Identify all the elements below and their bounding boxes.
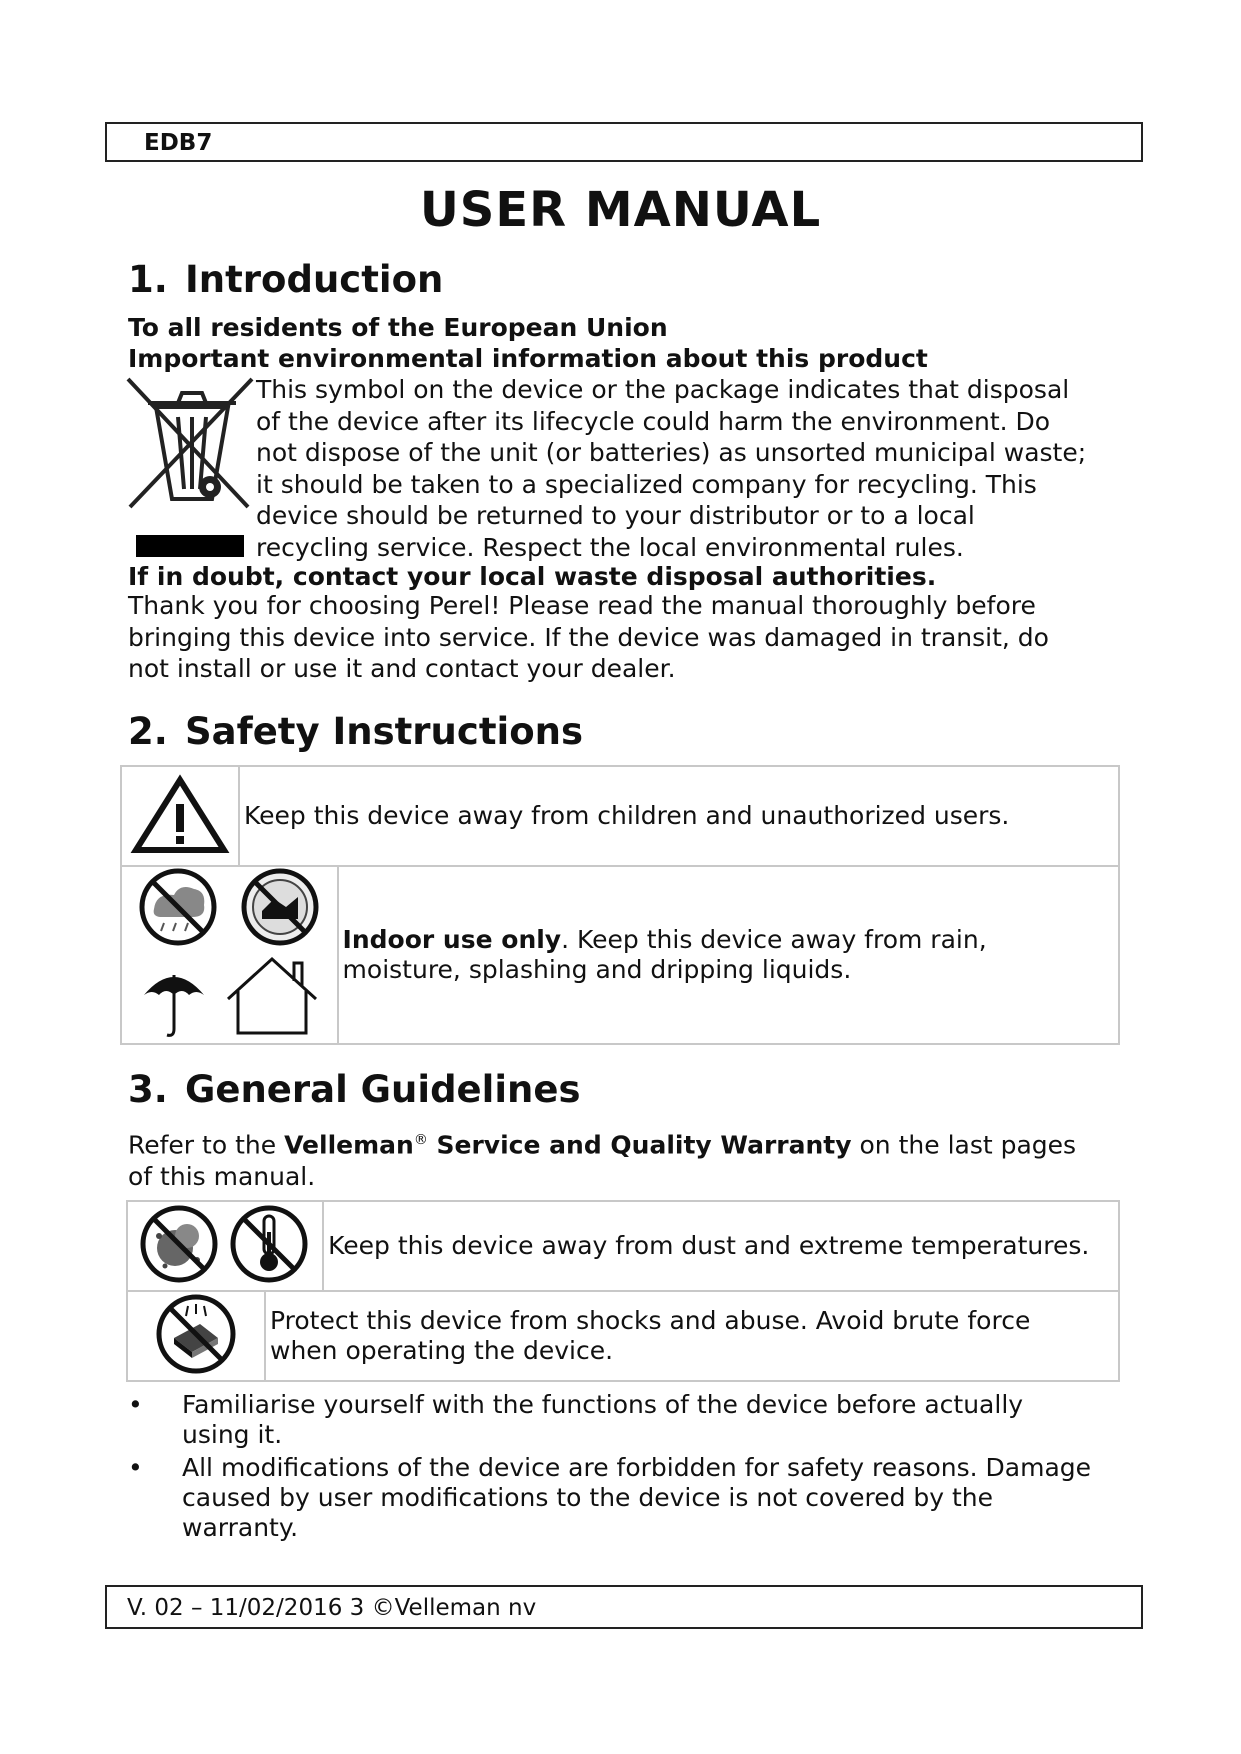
shock-icon-cell — [127, 1291, 265, 1381]
list-item — [128, 1390, 1128, 1450]
indoor-use-cell — [338, 866, 1119, 1044]
no-rain-icon — [142, 871, 214, 943]
warranty-reference — [128, 1125, 1138, 1192]
weee-line: not dispose of the unit (or batteries) as unsorted municipal waste; — [256, 438, 1087, 467]
umbrella-icon — [144, 975, 204, 1035]
house-icon — [228, 959, 316, 1033]
weee-paragraph — [256, 374, 1136, 563]
indoor-use-line2: moisture, splashing and dripping liquids. — [342, 955, 852, 984]
indoor-use-rest: . Keep this device away from rain, — [561, 925, 987, 954]
crossed-bin-icon — [126, 377, 258, 557]
weee-line: of the device after its lifecycle could harm the environment. Do — [256, 406, 1051, 436]
weee-line: it should be taken to a specialized company for recycling. This — [256, 469, 1037, 499]
list-item-line: Familiarise yourself with the functions of the device before actually — [182, 1390, 1024, 1419]
no-temperature-icon — [233, 1208, 305, 1280]
shock-line: when operating the device. — [270, 1336, 614, 1365]
bullet-icon: • — [128, 1390, 143, 1419]
header-box — [105, 122, 1143, 162]
refer-brand: Velleman — [284, 1130, 414, 1160]
registered-mark: ® — [413, 1132, 428, 1148]
shock-line: Protect this device from shocks and abuse. Avoid brute force — [270, 1306, 1031, 1335]
thanks-line: not install or use it and contact your dealer. — [128, 654, 676, 683]
doubt-line: If in doubt, contact your local waste disposal authorities. — [128, 562, 937, 591]
section-title: Safety Instructions — [185, 710, 583, 753]
warning-icon-cell — [121, 766, 239, 866]
no-water-icon — [244, 871, 316, 943]
environment-info-line: Important environmental information about this product — [128, 344, 928, 373]
list-item-line: All modifications of the device are forbidden for safety reasons. Damage — [182, 1453, 1092, 1482]
dust-temp-icons-cell — [127, 1201, 323, 1291]
children-warning-text: Keep this device away from children and unauthorized users. — [244, 801, 1010, 830]
indoor-use-text — [339, 925, 1118, 985]
section-number: 3. — [128, 1068, 168, 1111]
section-heading-introduction — [128, 258, 443, 301]
indoor-use-bold: Indoor use only — [342, 925, 562, 954]
page-title: USER MANUAL — [419, 182, 822, 238]
section-heading-safety — [128, 710, 583, 753]
model-name: EDB7 — [144, 130, 213, 156]
list-item-line: caused by user modifications to the device is not covered by the — [182, 1483, 994, 1512]
refer-suffix: on the last pages — [851, 1130, 1077, 1160]
eu-residents-line: To all residents of the European Union — [128, 313, 668, 342]
no-dust-icon — [143, 1208, 215, 1280]
section-title: Introduction — [185, 258, 444, 301]
refer-prefix: Refer to the — [128, 1130, 285, 1160]
indoor-icons-cell — [121, 866, 338, 1044]
dust-temp-text: Keep this device away from dust and extreme temperatures. — [328, 1231, 1090, 1260]
refer-line2: of this manual. — [128, 1161, 316, 1191]
section-title: General Guidelines — [185, 1068, 581, 1111]
shock-text — [266, 1306, 1118, 1366]
dust-temp-cell — [323, 1201, 1119, 1291]
weee-line: recycling service. Respect the local environmental rules. — [256, 532, 964, 562]
section-heading-guidelines — [128, 1068, 580, 1111]
no-shock-icon — [154, 1292, 238, 1376]
section-number: 2. — [128, 710, 168, 753]
shock-cell — [265, 1291, 1119, 1381]
weee-line: device should be returned to your distributor or to a local — [256, 501, 975, 530]
bullet-icon: • — [128, 1453, 143, 1482]
safety-table — [120, 765, 1120, 1045]
section-number: 1. — [128, 258, 168, 301]
warning-triangle-icon — [130, 774, 230, 854]
list-item-line: using it. — [182, 1420, 283, 1449]
children-warning-cell — [239, 766, 1119, 866]
dust-temp-icons — [135, 1202, 315, 1286]
indoor-icons-group — [134, 867, 324, 1039]
refer-warranty: Service and Quality Warranty — [427, 1130, 852, 1160]
guidelines-list — [128, 1390, 1128, 1546]
footer-box — [105, 1585, 1143, 1629]
thanks-line: bringing this device into service. If the device was damaged in transit, do — [128, 622, 1049, 652]
guidelines-table — [126, 1200, 1120, 1382]
weee-line: This symbol on the device or the package indicates that disposal — [256, 375, 1070, 404]
list-item — [128, 1453, 1128, 1543]
footer-text: V. 02 – 11/02/2016 3 ©Velleman nv — [127, 1595, 537, 1621]
thanks-paragraph — [128, 590, 1128, 685]
thanks-line: Thank you for choosing Perel! Please read the manual thoroughly before — [128, 591, 1036, 620]
list-item-line: warranty. — [182, 1513, 299, 1542]
